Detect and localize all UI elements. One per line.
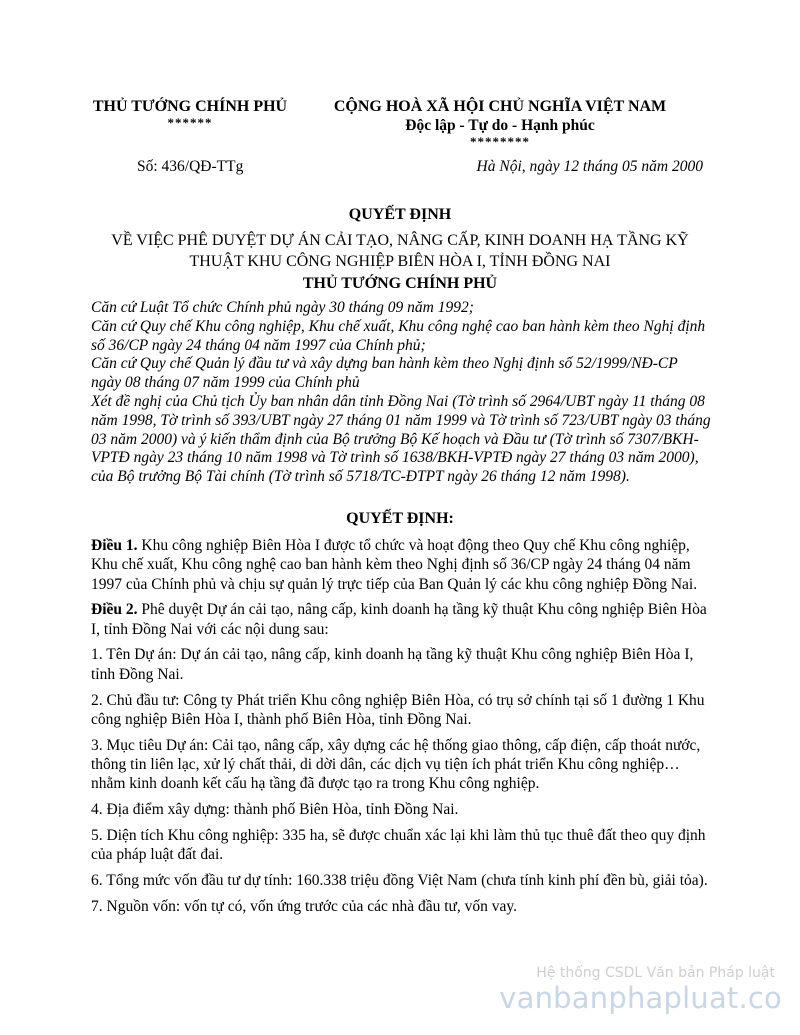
article-label: Điều 1. bbox=[91, 537, 138, 554]
list-item: 3. Mục tiêu Dự án: Cải tạo, nâng cấp, xây dựng các hệ thống giao thông, cấp điện, cấp thoát nước, thông tin liên lạc, xử lý chất thải, di dời dân, các dịch vụ tiện ích phát triển Khu công nghiệp… nhằm kinh doanh kết cấu hạ tầng đã được tạo ra trong Khu công nghiệp. bbox=[91, 736, 701, 793]
list-item: 6. Tổng mức vốn đầu tư dự tính: 160.338 triệu đồng Việt Nam (chưa tính kinh phí đền bù, giải tỏa). bbox=[91, 871, 708, 889]
document-date: Hà Nội, ngày 12 tháng 05 năm 2000 bbox=[476, 158, 703, 175]
issuer-block bbox=[80, 97, 300, 130]
article-label: Điều 2. bbox=[91, 601, 138, 619]
article-text: Khu công nghiệp Biên Hòa I được tổ chức và hoạt động theo Quy chế Khu công nghiệp, Khu chế xuất, Khu công nghệ cao ban hành kèm theo Nghị định số 36/CP ngày 24 tháng 04 năm 1997 của Chính phủ và chịu sự quản lý trực tiếp của Ban Quản lý các khu công nghiệp Đồng Nai. bbox=[91, 537, 698, 593]
preamble-clause: Căn cứ Quy chế Quản lý đầu tư và xây dựng ban hành kèm theo Nghị định số 52/1999/NĐ-CP ngày 08 tháng 07 năm 1999 của Chính phủ bbox=[91, 355, 678, 392]
subject-line: VỀ VIỆC PHÊ DUYỆT DỰ ÁN CẢI TẠO, NÂNG CẤP, KINH DOANH HẠ TẦNG KỸ bbox=[111, 232, 689, 249]
preamble-clause: Xét đề nghị của Chủ tịch Ủy ban nhân dân tỉnh Đồng Nai (Tờ trình số 2964/UBT ngày 11 tháng 08 năm 1998, Tờ trình số 393/UBT ngày 27 tháng 01 năm 1999 và Tờ trình số 723/UBT ngày 03 tháng 03 năm 2000) và ý kiến thẩm định của Bộ trưởng Bộ Kế hoạch và Đầu tư (Tờ trình số 7307/BKH-VPTĐ ngày 23 tháng 10 năm 1998 và Tờ trình số 1638/BKH-VPTĐ ngày 27 tháng 03 năm 2000), của Bộ trưởng Bộ Tài chính (Tờ trình số 5718/TC-ĐTPT ngày 26 tháng 12 năm 1998). bbox=[91, 392, 711, 486]
watermark-caption: Hệ thống CSDL Văn bản Pháp luật bbox=[536, 965, 775, 981]
subject-line: THUẬT KHU CÔNG NGHIỆP BIÊN HÒA I, TỈNH ĐỒNG NAI bbox=[189, 253, 611, 270]
list-item: 2. Chủ đầu tư: Công ty Phát triển Khu công nghiệp Biên Hòa, có trụ sở chính tại số 1 đường 1 Khu công nghiệp Biên Hòa I, thành phố Biên Hòa, tỉnh Đồng Nai. bbox=[91, 691, 705, 728]
document-subject bbox=[90, 230, 710, 272]
article-2 bbox=[91, 600, 711, 639]
watermark-site: vanbanphapluat.co bbox=[499, 981, 782, 1015]
document-number: Số: 436/QĐ-TTg bbox=[137, 158, 244, 175]
preamble-clause: Căn cứ Luật Tổ chức Chính phủ ngày 30 tháng 09 năm 1992; bbox=[91, 299, 474, 316]
list-item: 4. Địa điểm xây dựng: thành phố Biên Hòa, tỉnh Đồng Nai. bbox=[91, 801, 459, 819]
decides-heading: QUYẾT ĐỊNH: bbox=[346, 510, 454, 527]
preamble-clause: Căn cứ Quy chế Khu công nghiệp, Khu chế xuất, Khu công nghệ cao ban hành kèm theo Nghị định số 36/CP ngày 24 tháng 04 năm 1997 của Chính phủ; bbox=[91, 317, 706, 354]
country-name: CỘNG HOÀ XÃ HỘI CHỦ NGHĨA VIỆT NAM bbox=[333, 98, 667, 115]
list-item: 1. Tên Dự án: Dự án cải tạo, nâng cấp, kinh doanh hạ tầng kỹ thuật Khu công nghiệp Biên Hòa I, tỉnh Đồng Nai. bbox=[91, 646, 694, 683]
preamble bbox=[91, 299, 711, 487]
list-item: 7. Nguồn vốn: vốn tự có, vốn ứng trước của các nhà đầu tư, vốn vay. bbox=[91, 897, 518, 915]
document-body bbox=[91, 536, 711, 923]
list-item: 5. Diện tích Khu công nghiệp: 335 ha, sẽ được chuẩn xác lại khi làm thủ tục thuê đất theo quy định của pháp luật đất đai. bbox=[91, 826, 706, 864]
national-motto: Độc lập - Tự do - Hạnh phúc bbox=[405, 117, 595, 134]
motto-stars: ******** bbox=[470, 134, 530, 149]
article-1 bbox=[91, 536, 711, 594]
issuer-name: THỦ TƯỚNG CHÍNH PHỦ bbox=[92, 98, 288, 115]
authority-heading: THỦ TƯỚNG CHÍNH PHỦ bbox=[302, 275, 498, 292]
article-text: Phê duyệt Dự án cải tạo, nâng cấp, kinh doanh hạ tầng kỹ thuật Khu công nghiệp Biên Hòa I, tỉnh Đồng Nai với các nội dung sau: bbox=[91, 601, 707, 638]
document-type-heading: QUYẾT ĐỊNH bbox=[348, 206, 452, 223]
issuer-stars: ****** bbox=[167, 115, 213, 130]
national-title-block bbox=[320, 97, 680, 149]
